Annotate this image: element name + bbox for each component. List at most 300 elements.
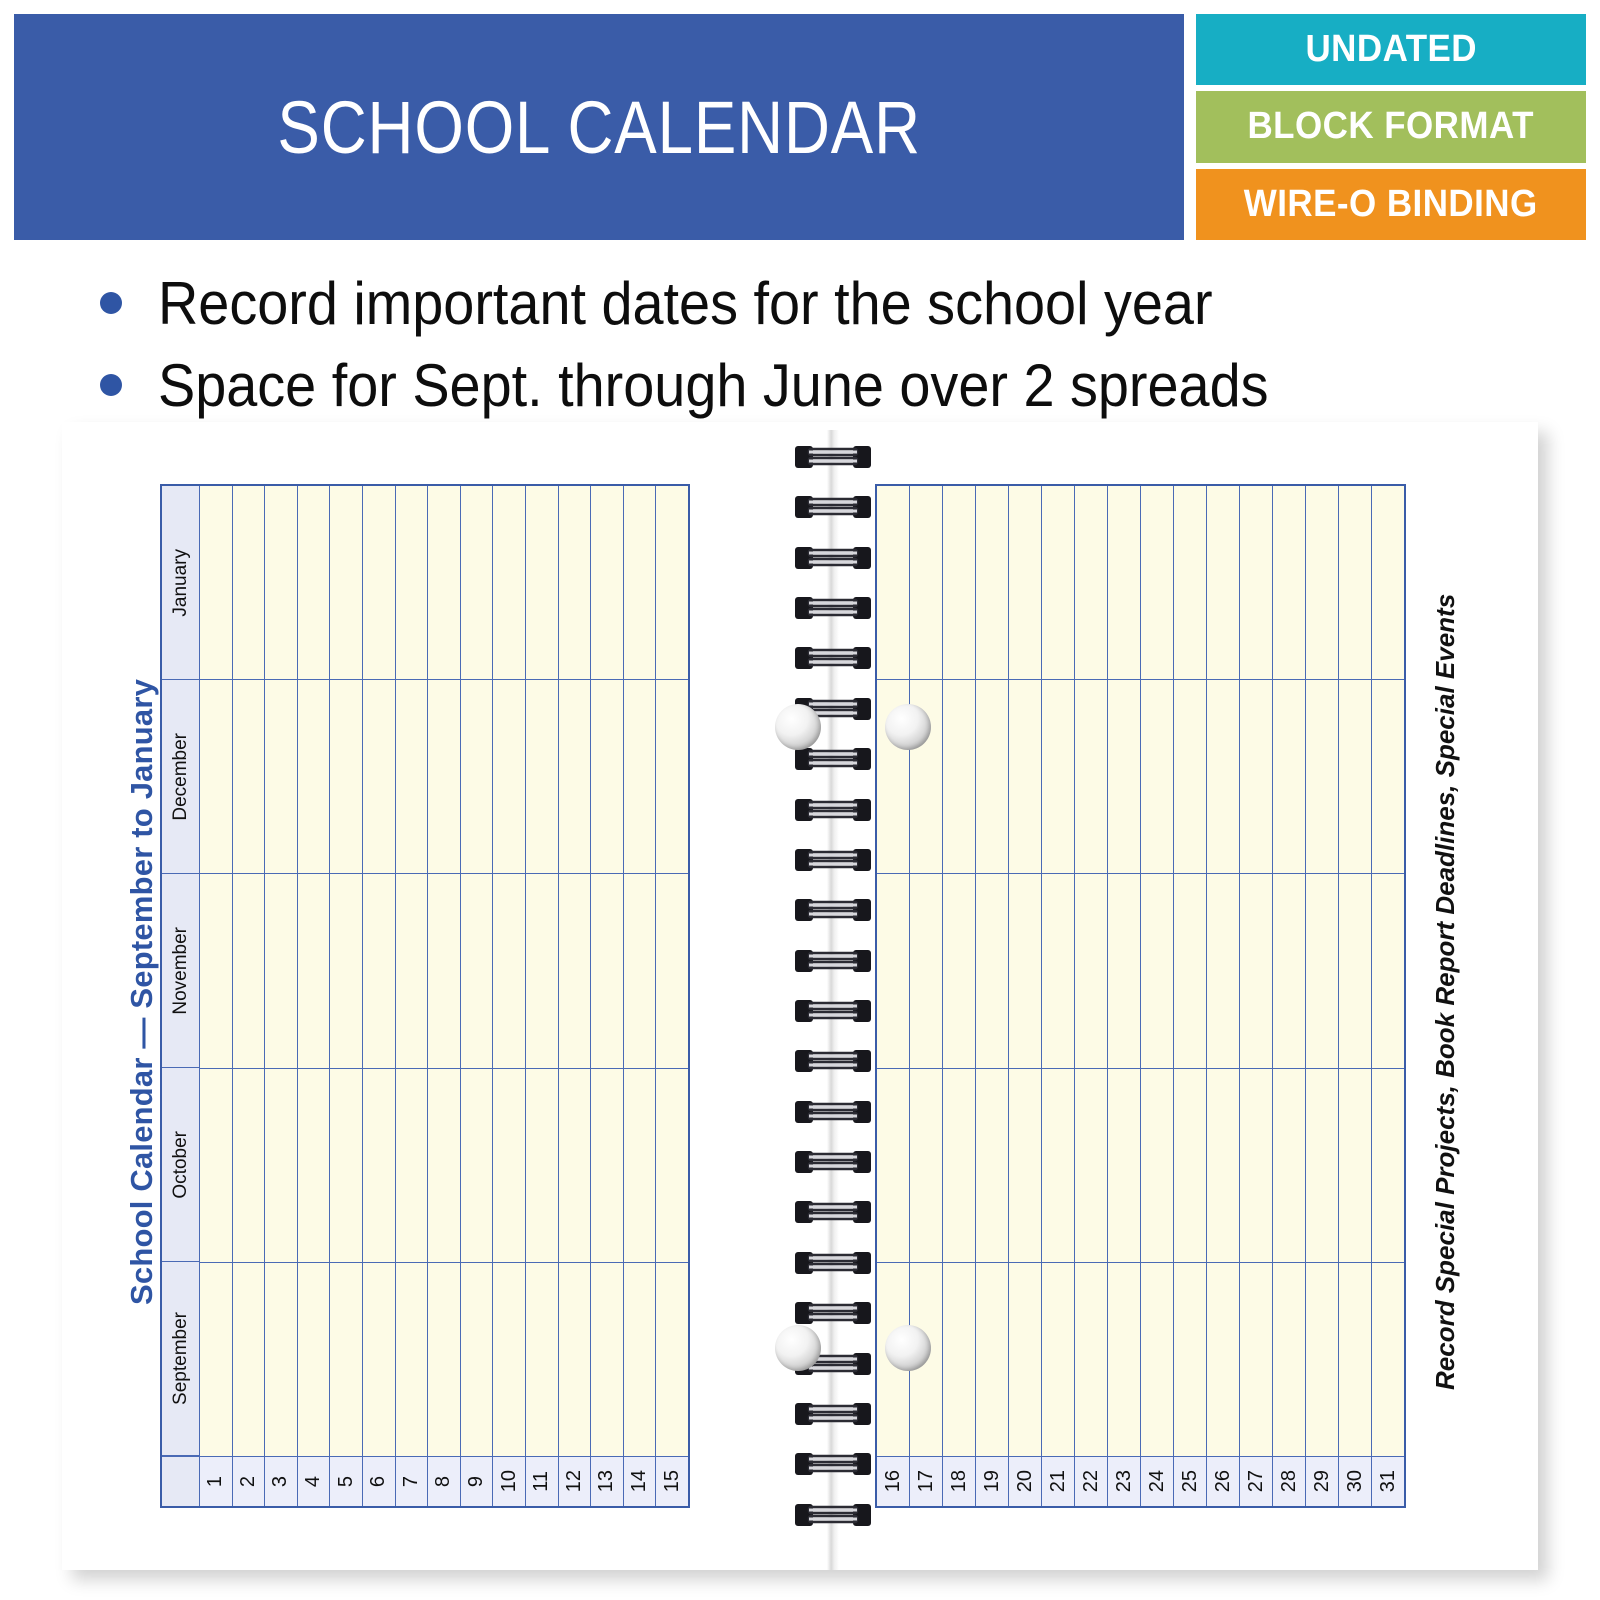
calendar-cell <box>1240 874 1272 1068</box>
day-number-cell <box>910 1457 943 1506</box>
badge-block-format-label: BLOCK FORMAT <box>1247 105 1535 148</box>
calendar-cell <box>1009 1069 1041 1263</box>
right-day-columns <box>877 486 1404 1456</box>
left-day-column <box>396 486 429 1456</box>
calendar-cell <box>943 486 975 680</box>
calendar-cell <box>526 874 558 1068</box>
calendar-cell <box>461 680 493 874</box>
wire-o-ring <box>783 1250 883 1276</box>
left-day-column <box>461 486 494 1456</box>
calendar-cell <box>591 486 623 680</box>
day-number-cell <box>877 1457 910 1506</box>
day-number: 18 <box>947 1470 970 1493</box>
calendar-cell <box>461 1069 493 1263</box>
list-item <box>100 344 1520 426</box>
calendar-cell <box>1009 680 1041 874</box>
calendar-cell <box>1141 1263 1173 1456</box>
right-day-column <box>1273 486 1306 1456</box>
day-number: 11 <box>530 1471 553 1492</box>
day-number: 2 <box>236 1475 259 1488</box>
calendar-cell <box>330 874 362 1068</box>
right-day-column <box>1141 486 1174 1456</box>
calendar-cell <box>396 1263 428 1456</box>
day-number: 4 <box>302 1475 325 1488</box>
day-number-cell <box>1306 1457 1339 1506</box>
calendar-cell <box>1042 486 1074 680</box>
calendar-cell <box>1240 1263 1272 1456</box>
wire-o-ring <box>783 1300 883 1326</box>
calendar-cell <box>1339 874 1371 1068</box>
right-day-number-strip <box>877 1456 1404 1506</box>
right-day-column <box>877 486 910 1456</box>
calendar-cell <box>559 486 591 680</box>
calendar-cell <box>526 1069 558 1263</box>
spread-side-note: Record Special Projects, Book Report Deadlines, Special Events <box>1430 593 1460 1391</box>
calendar-cell <box>396 680 428 874</box>
wire-o-binding <box>777 422 887 1570</box>
calendar-cell <box>1009 1263 1041 1456</box>
calendar-cell <box>1174 680 1206 874</box>
calendar-cell <box>910 680 942 874</box>
day-number-cell <box>656 1457 688 1506</box>
feature-bullet-list <box>100 262 1520 426</box>
calendar-cell <box>265 1263 297 1456</box>
calendar-cell <box>656 1263 688 1456</box>
wire-o-ring <box>783 797 883 823</box>
month-label: October <box>169 1130 191 1199</box>
calendar-cell <box>200 486 232 680</box>
day-number-cell <box>526 1457 559 1506</box>
calendar-cell <box>910 486 942 680</box>
punched-hole <box>775 704 821 750</box>
wire-o-ring <box>783 1048 883 1074</box>
calendar-cell <box>1207 1069 1239 1263</box>
wire-o-ring <box>783 948 883 974</box>
bullet-text: Space for Sept. through June over 2 spreads <box>158 351 1269 419</box>
day-number-cell <box>233 1457 266 1506</box>
month-column-footer <box>162 1456 199 1506</box>
calendar-cell <box>428 486 460 680</box>
calendar-cell <box>559 1263 591 1456</box>
wire-o-ring <box>783 1149 883 1175</box>
calendar-cell <box>1042 1069 1074 1263</box>
right-day-column <box>1042 486 1075 1456</box>
calendar-cell <box>656 486 688 680</box>
day-number: 27 <box>1244 1470 1267 1493</box>
calendar-cell <box>1141 486 1173 680</box>
calendar-cell <box>330 486 362 680</box>
calendar-cell <box>1075 1069 1107 1263</box>
day-number-cell <box>1075 1457 1108 1506</box>
calendar-cell <box>428 874 460 1068</box>
calendar-cell <box>1306 1069 1338 1263</box>
day-number: 3 <box>269 1475 292 1488</box>
day-number: 10 <box>497 1470 520 1493</box>
day-number-cell <box>1042 1457 1075 1506</box>
day-number-cell <box>461 1457 494 1506</box>
right-day-column <box>1207 486 1240 1456</box>
day-number: 29 <box>1310 1470 1333 1493</box>
calendar-cell <box>1372 486 1404 680</box>
calendar-cell <box>265 680 297 874</box>
month-label-cell-september <box>162 1262 199 1456</box>
calendar-cell <box>298 486 330 680</box>
calendar-cell <box>624 486 656 680</box>
calendar-cell <box>493 874 525 1068</box>
calendar-cell <box>943 680 975 874</box>
calendar-cell <box>1339 1069 1371 1263</box>
calendar-cell <box>877 486 909 680</box>
calendar-cell <box>1108 1263 1140 1456</box>
month-label-column <box>162 486 200 1506</box>
calendar-cell <box>233 1263 265 1456</box>
calendar-cell <box>330 680 362 874</box>
day-number-cell <box>1372 1457 1404 1506</box>
calendar-cell <box>1075 1263 1107 1456</box>
bullet-text: Record important dates for the school year <box>158 269 1213 337</box>
right-day-column <box>976 486 1009 1456</box>
calendar-cell <box>624 874 656 1068</box>
calendar-cell <box>1108 680 1140 874</box>
calendar-cell <box>1207 680 1239 874</box>
calendar-cell <box>1141 874 1173 1068</box>
calendar-cell <box>363 1263 395 1456</box>
right-day-column <box>1009 486 1042 1456</box>
right-day-column <box>1306 486 1339 1456</box>
calendar-cell <box>363 680 395 874</box>
day-number: 26 <box>1211 1470 1234 1493</box>
day-number: 14 <box>628 1470 651 1493</box>
calendar-cell <box>1273 1069 1305 1263</box>
day-number-cell <box>493 1457 526 1506</box>
day-number-cell <box>298 1457 331 1506</box>
calendar-cell <box>1174 486 1206 680</box>
calendar-cell <box>1306 680 1338 874</box>
day-number-cell <box>1108 1457 1141 1506</box>
calendar-cell <box>1207 1263 1239 1456</box>
wire-o-ring <box>783 847 883 873</box>
day-number: 1 <box>204 1475 227 1488</box>
calendar-cell <box>1273 1263 1305 1456</box>
calendar-cell <box>1108 874 1140 1068</box>
feature-badge-stack <box>1196 14 1586 240</box>
calendar-cell <box>493 1263 525 1456</box>
month-label: January <box>169 548 191 617</box>
calendar-cell <box>200 1069 232 1263</box>
calendar-cell <box>559 874 591 1068</box>
calendar-cell <box>943 874 975 1068</box>
badge-wire-o-binding-label: WIRE-O BINDING <box>1244 182 1538 225</box>
right-day-column <box>1339 486 1372 1456</box>
day-number: 23 <box>1112 1470 1135 1493</box>
left-day-area <box>200 486 688 1506</box>
left-day-column <box>526 486 559 1456</box>
calendar-cell <box>428 1069 460 1263</box>
day-number: 7 <box>399 1475 422 1488</box>
calendar-cell <box>1207 486 1239 680</box>
day-number: 8 <box>432 1475 455 1488</box>
day-number-cell <box>1141 1457 1174 1506</box>
badge-wire-o-binding <box>1196 169 1586 240</box>
calendar-cell <box>1009 874 1041 1068</box>
calendar-cell <box>624 1263 656 1456</box>
right-day-column <box>1174 486 1207 1456</box>
right-day-column <box>943 486 976 1456</box>
day-number-cell <box>428 1457 461 1506</box>
right-day-column <box>1372 486 1404 1456</box>
calendar-cell <box>428 1263 460 1456</box>
day-number-cell <box>591 1457 624 1506</box>
calendar-cell <box>493 1069 525 1263</box>
month-label-cell-november <box>162 874 199 1068</box>
left-day-column <box>428 486 461 1456</box>
wire-o-ring <box>783 1502 883 1528</box>
day-number-cell <box>976 1457 1009 1506</box>
calendar-cell <box>910 874 942 1068</box>
calendar-cell <box>656 1069 688 1263</box>
day-number-cell <box>396 1457 429 1506</box>
calendar-cell <box>1273 680 1305 874</box>
wire-o-ring <box>783 998 883 1024</box>
calendar-cell <box>330 1069 362 1263</box>
wire-o-ring <box>783 1099 883 1125</box>
calendar-cell <box>396 486 428 680</box>
day-number-cell <box>330 1457 363 1506</box>
calendar-cell <box>591 680 623 874</box>
calendar-cell <box>396 874 428 1068</box>
calendar-cell <box>943 1069 975 1263</box>
page-gutter <box>827 430 839 1570</box>
day-number-cell <box>1240 1457 1273 1506</box>
day-number-cell <box>1174 1457 1207 1506</box>
calendar-cell <box>1306 486 1338 680</box>
calendar-cell <box>877 874 909 1068</box>
calendar-cell <box>591 874 623 1068</box>
wire-o-ring <box>783 1351 883 1377</box>
calendar-cell <box>233 1069 265 1263</box>
calendar-cell <box>233 680 265 874</box>
badge-undated <box>1196 14 1586 85</box>
left-day-column <box>493 486 526 1456</box>
calendar-cell <box>1141 680 1173 874</box>
left-day-column <box>233 486 266 1456</box>
calendar-cell <box>298 1069 330 1263</box>
calendar-cell <box>363 874 395 1068</box>
calendar-cell <box>1075 874 1107 1068</box>
calendar-cell <box>624 680 656 874</box>
month-label-cell-january <box>162 486 199 680</box>
wire-o-ring <box>783 1401 883 1427</box>
wire-o-ring <box>783 545 883 571</box>
day-number-cell <box>1207 1457 1240 1506</box>
calendar-cell <box>265 486 297 680</box>
left-page-grid <box>160 484 690 1508</box>
day-number-cell <box>363 1457 396 1506</box>
calendar-cell <box>1240 486 1272 680</box>
calendar-cell <box>591 1069 623 1263</box>
calendar-cell <box>624 1069 656 1263</box>
calendar-cell <box>910 1263 942 1456</box>
calendar-cell <box>976 680 1008 874</box>
right-day-column <box>910 486 943 1456</box>
wire-o-ring <box>783 444 883 470</box>
calendar-cell <box>1306 874 1338 1068</box>
day-number: 17 <box>914 1470 937 1493</box>
wire-o-ring <box>783 645 883 671</box>
wire-o-ring <box>783 1199 883 1225</box>
calendar-cell <box>1240 680 1272 874</box>
calendar-cell <box>976 874 1008 1068</box>
calendar-cell <box>877 1069 909 1263</box>
calendar-cell <box>1339 680 1371 874</box>
day-number: 9 <box>465 1475 488 1488</box>
month-label: December <box>169 732 191 821</box>
calendar-cell <box>1174 1263 1206 1456</box>
calendar-cell <box>330 1263 362 1456</box>
calendar-cell <box>526 486 558 680</box>
calendar-cell <box>428 680 460 874</box>
calendar-cell <box>1108 486 1140 680</box>
day-number-cell <box>559 1457 592 1506</box>
calendar-cell <box>1339 486 1371 680</box>
day-number: 12 <box>562 1470 585 1493</box>
calendar-cell <box>877 680 909 874</box>
calendar-cell <box>1273 486 1305 680</box>
calendar-cell <box>1009 486 1041 680</box>
calendar-cell <box>1372 1263 1404 1456</box>
calendar-cell <box>493 486 525 680</box>
calendar-cell <box>976 486 1008 680</box>
left-day-column <box>200 486 233 1456</box>
calendar-cell <box>1339 1263 1371 1456</box>
month-label-cell-october <box>162 1068 199 1262</box>
day-number: 13 <box>595 1470 618 1493</box>
left-day-column <box>265 486 298 1456</box>
day-number: 22 <box>1079 1470 1102 1493</box>
calendar-cell <box>298 1263 330 1456</box>
right-day-column <box>1108 486 1141 1456</box>
punched-hole <box>775 1325 821 1371</box>
left-day-column <box>363 486 396 1456</box>
calendar-cell <box>1042 680 1074 874</box>
calendar-cell <box>461 486 493 680</box>
wire-o-ring <box>783 897 883 923</box>
day-number-cell <box>1009 1457 1042 1506</box>
calendar-cell <box>461 874 493 1068</box>
calendar-cell <box>1372 680 1404 874</box>
calendar-cell <box>976 1069 1008 1263</box>
right-page-grid <box>875 484 1406 1508</box>
calendar-cell <box>200 680 232 874</box>
header-banner <box>14 14 1184 240</box>
calendar-cell <box>363 486 395 680</box>
wire-o-ring <box>783 494 883 520</box>
calendar-cell <box>1273 874 1305 1068</box>
wire-o-ring <box>783 696 883 722</box>
calendar-cell <box>298 680 330 874</box>
day-number-cell <box>200 1457 233 1506</box>
calendar-cell <box>591 1263 623 1456</box>
calendar-cell <box>265 874 297 1068</box>
left-day-number-strip <box>200 1456 688 1506</box>
calendar-cell <box>526 1263 558 1456</box>
left-day-column <box>624 486 657 1456</box>
calendar-cell <box>976 1263 1008 1456</box>
calendar-cell <box>877 1263 909 1456</box>
calendar-cell <box>363 1069 395 1263</box>
month-label: November <box>169 926 191 1015</box>
day-number-cell <box>1339 1457 1372 1506</box>
calendar-cell <box>559 680 591 874</box>
day-number: 24 <box>1145 1470 1168 1493</box>
calendar-cell <box>1108 1069 1140 1263</box>
day-number: 25 <box>1178 1470 1201 1493</box>
calendar-cell <box>910 1069 942 1263</box>
left-day-column <box>591 486 624 1456</box>
month-label: September <box>169 1312 191 1405</box>
calendar-cell <box>298 874 330 1068</box>
day-number-cell <box>265 1457 298 1506</box>
calendar-cell <box>1141 1069 1173 1263</box>
left-day-column <box>559 486 592 1456</box>
bullet-dot-icon <box>100 374 122 396</box>
day-number-cell <box>1273 1457 1306 1506</box>
calendar-cell <box>526 680 558 874</box>
badge-block-format <box>1196 91 1586 162</box>
calendar-cell <box>1240 1069 1272 1263</box>
calendar-cell <box>1372 1069 1404 1263</box>
day-number: 28 <box>1277 1470 1300 1493</box>
right-day-column <box>1240 486 1273 1456</box>
day-number-cell <box>943 1457 976 1506</box>
calendar-cell <box>1075 680 1107 874</box>
calendar-cell <box>396 1069 428 1263</box>
right-day-column <box>1075 486 1108 1456</box>
list-item <box>100 262 1520 344</box>
calendar-cell <box>233 486 265 680</box>
calendar-cell <box>1042 874 1074 1068</box>
wire-o-ring <box>783 595 883 621</box>
calendar-cell <box>1174 874 1206 1068</box>
calendar-cell <box>1042 1263 1074 1456</box>
day-number: 5 <box>334 1475 357 1488</box>
calendar-cell <box>559 1069 591 1263</box>
calendar-cell <box>656 680 688 874</box>
calendar-cell <box>461 1263 493 1456</box>
calendar-cell <box>200 874 232 1068</box>
wire-o-ring <box>783 1451 883 1477</box>
day-number: 30 <box>1343 1470 1366 1493</box>
day-number: 6 <box>367 1475 390 1488</box>
day-number-cell <box>624 1457 657 1506</box>
calendar-cell <box>656 874 688 1068</box>
calendar-cell <box>943 1263 975 1456</box>
spread-vertical-title: School Calendar — September to January <box>124 678 159 1306</box>
calendar-cell <box>1174 1069 1206 1263</box>
day-number: 21 <box>1046 1470 1069 1493</box>
right-day-area <box>877 486 1404 1506</box>
day-number: 15 <box>660 1470 683 1493</box>
left-day-column <box>298 486 331 1456</box>
day-number: 20 <box>1013 1470 1036 1493</box>
calendar-cell <box>1372 874 1404 1068</box>
left-day-column <box>656 486 688 1456</box>
calendar-cell <box>200 1263 232 1456</box>
day-number: 31 <box>1376 1470 1399 1493</box>
calendar-cell <box>1207 874 1239 1068</box>
left-day-column <box>330 486 363 1456</box>
day-number: 19 <box>980 1470 1003 1493</box>
